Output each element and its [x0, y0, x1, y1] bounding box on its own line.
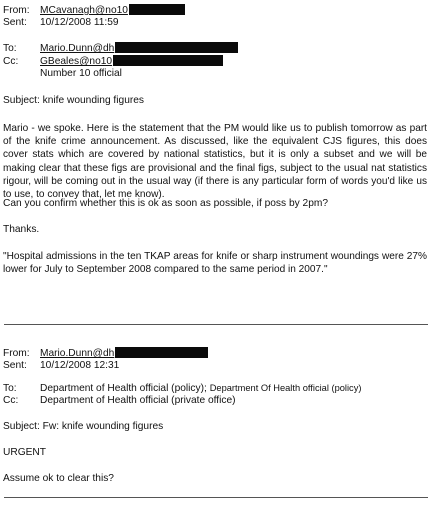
from-row [3, 4, 185, 17]
redaction-block [113, 55, 223, 66]
to-address[interactable]: Mario.Dunn@dh [40, 43, 115, 54]
redaction-block [115, 347, 208, 358]
subject-line: Subject: Fw: knife wounding figures [3, 421, 164, 432]
divider [4, 497, 428, 498]
cc-note: Number 10 official [40, 68, 122, 79]
cc-label: Cc: [3, 395, 19, 406]
sent-value: 10/12/2008 12:31 [40, 360, 120, 371]
from-address[interactable]: MCavanagh@no10 [40, 5, 128, 16]
urgent-label: URGENT [3, 447, 47, 458]
body-paragraph: Thanks. [3, 224, 40, 235]
to-row [3, 382, 361, 395]
redaction-block [129, 4, 185, 15]
to-row [3, 42, 238, 55]
subject-line: Subject: knife wounding figures [3, 95, 145, 106]
sent-label: Sent: [3, 17, 27, 28]
body-paragraph: Mario - we spoke. Here is the statement that the PM would like us to publish tomorrow as part of the knife crime announcement. As discussed, like the equivalent CJS figures, this does cover stats which are covered by national statistics, but it is only a subset and we will be making clear that these figs are provisional and the final figs, subject to the usual nat statistics rigour, will be coming out in the usual way (if there is any particular form of words you'd like us to use, to convey that, let me know). [3, 123, 427, 201]
to-label: To: [3, 383, 17, 394]
quoted-statement: "Hospital admissions in the ten TKAP areas for knife or sharp instrument woundings were 27% lower for July to September 2008 compared to the same period in 2007." [3, 251, 427, 276]
sent-row [3, 17, 119, 29]
body-paragraph: Can you confirm whether this is ok as soon as possible, if poss by 2pm? [3, 198, 329, 209]
cc-address[interactable]: GBeales@no10 [40, 56, 113, 67]
cc-row [3, 55, 223, 68]
to-label: To: [3, 43, 17, 54]
to-recipient: Department Of Health official (policy) [209, 383, 362, 393]
cc-recipient: Department of Health official (private office) [40, 395, 236, 406]
from-label: From: [3, 5, 30, 16]
cc-row [3, 395, 236, 407]
from-label: From: [3, 348, 30, 359]
sent-label: Sent: [3, 360, 27, 371]
cc-label: Cc: [3, 56, 19, 67]
from-row [3, 347, 208, 360]
body-paragraph: Assume ok to clear this? [3, 473, 114, 484]
redaction-block [115, 42, 238, 53]
sent-row [3, 360, 119, 372]
sent-value: 10/12/2008 11:59 [40, 17, 119, 28]
from-address[interactable]: Mario.Dunn@dh [40, 348, 115, 359]
to-recipient: Department of Health official (policy); [40, 383, 207, 394]
divider [4, 324, 428, 325]
